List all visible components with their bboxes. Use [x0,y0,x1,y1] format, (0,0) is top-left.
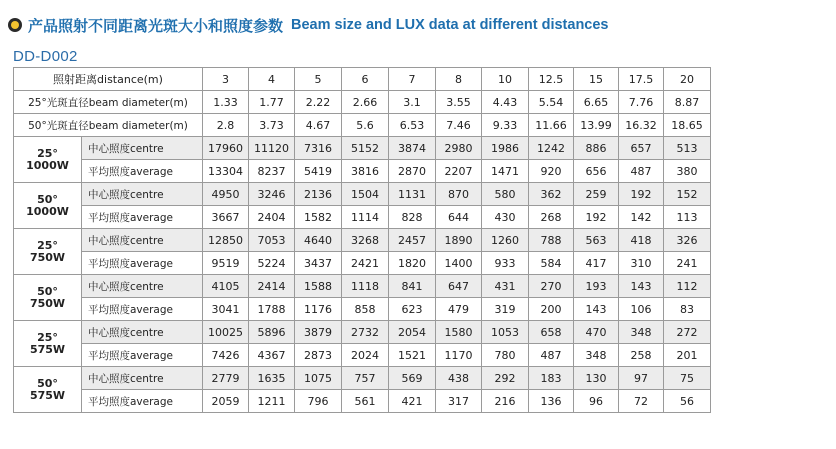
yellow-dot-icon [8,18,22,32]
beam-angle-label: 50° [37,376,58,390]
centre-lux-value: 1242 [529,137,574,160]
average-lux-value: 623 [389,298,436,321]
power-label: 750W [29,250,66,264]
centre-lux-value: 183 [529,367,574,390]
distance-header-label: 照射距离distance(m) [14,68,203,91]
average-lux-value: 933 [482,252,529,275]
average-lux-value: 201 [664,344,711,367]
table-row [14,367,711,390]
average-lux-value: 96 [574,390,619,413]
table-row [14,298,711,321]
average-lux-value: 142 [619,206,664,229]
average-lux-value: 380 [664,160,711,183]
beam-angle-label: 50° [37,192,58,206]
table-header-row [14,68,711,91]
average-lux-value: 319 [482,298,529,321]
average-lux-value: 1170 [436,344,482,367]
centre-lux-label: 中心照度centre [82,275,203,298]
config-label [14,321,82,367]
average-lux-label: 平均照度average [82,344,203,367]
beam-angle-label: 25° [37,146,58,160]
beam-diameter-value: 6.65 [574,91,619,114]
table-row [14,390,711,413]
average-lux-value: 1582 [295,206,342,229]
config-label [14,367,82,413]
average-lux-value: 3041 [203,298,249,321]
table-row [14,321,711,344]
table-row [14,137,711,160]
beam-diameter-value: 4.67 [295,114,342,137]
average-lux-value: 858 [342,298,389,321]
distance-header-cell: 4 [249,68,295,91]
power-label: 750W [29,296,66,310]
beam-diameter-value: 3.1 [389,91,436,114]
beam-diameter-label: 25°光斑直径beam diameter(m) [14,91,203,114]
beam-diameter-value: 1.33 [203,91,249,114]
centre-lux-value: 657 [619,137,664,160]
centre-lux-value: 2414 [249,275,295,298]
centre-lux-value: 1986 [482,137,529,160]
beam-diameter-value: 13.99 [574,114,619,137]
average-lux-value: 3437 [295,252,342,275]
centre-lux-value: 4950 [203,183,249,206]
average-lux-value: 2404 [249,206,295,229]
centre-lux-value: 841 [389,275,436,298]
average-lux-value: 1176 [295,298,342,321]
centre-lux-value: 1635 [249,367,295,390]
centre-lux-value: 580 [482,183,529,206]
average-lux-value: 828 [389,206,436,229]
average-lux-value: 192 [574,206,619,229]
average-lux-value: 780 [482,344,529,367]
centre-lux-value: 7053 [249,229,295,252]
beam-diameter-value: 5.54 [529,91,574,114]
beam-angle-label: 25° [37,238,58,252]
centre-lux-value: 563 [574,229,619,252]
centre-lux-value: 3268 [342,229,389,252]
centre-lux-value: 192 [619,183,664,206]
centre-lux-value: 4105 [203,275,249,298]
table-row [14,252,711,275]
beam-diameter-value: 7.76 [619,91,664,114]
average-lux-value: 1211 [249,390,295,413]
beam-diameter-value: 4.43 [482,91,529,114]
centre-lux-value: 362 [529,183,574,206]
centre-lux-value: 2779 [203,367,249,390]
distance-header-cell: 20 [664,68,711,91]
beam-diameter-value: 3.55 [436,91,482,114]
centre-lux-value: 757 [342,367,389,390]
average-lux-value: 479 [436,298,482,321]
centre-lux-value: 870 [436,183,482,206]
beam-diameter-value: 2.8 [203,114,249,137]
average-lux-value: 417 [574,252,619,275]
centre-lux-value: 270 [529,275,574,298]
average-lux-value: 1114 [342,206,389,229]
distance-header-cell: 5 [295,68,342,91]
centre-lux-value: 470 [574,321,619,344]
average-lux-value: 7426 [203,344,249,367]
centre-lux-value: 17960 [203,137,249,160]
average-lux-value: 13304 [203,160,249,183]
centre-lux-value: 10025 [203,321,249,344]
beam-diameter-value: 2.22 [295,91,342,114]
centre-lux-value: 1053 [482,321,529,344]
beam-lux-table [13,67,711,413]
beam-diameter-value: 2.66 [342,91,389,114]
table-row [14,114,711,137]
centre-lux-label: 中心照度centre [82,367,203,390]
centre-lux-value: 152 [664,183,711,206]
average-lux-value: 216 [482,390,529,413]
average-lux-label: 平均照度average [82,206,203,229]
centre-lux-value: 1504 [342,183,389,206]
centre-lux-value: 1075 [295,367,342,390]
model-number: DD-D002 [13,48,78,65]
centre-lux-value: 75 [664,367,711,390]
average-lux-value: 2024 [342,344,389,367]
centre-lux-value: 12850 [203,229,249,252]
distance-header-cell: 6 [342,68,389,91]
power-label: 575W [29,342,66,356]
distance-header-cell: 17.5 [619,68,664,91]
centre-lux-value: 1890 [436,229,482,252]
beam-angle-label: 25° [37,330,58,344]
centre-lux-value: 513 [664,137,711,160]
average-lux-value: 317 [436,390,482,413]
average-lux-value: 2059 [203,390,249,413]
beam-diameter-value: 11.66 [529,114,574,137]
centre-lux-value: 11120 [249,137,295,160]
beam-diameter-value: 3.73 [249,114,295,137]
beam-diameter-value: 6.53 [389,114,436,137]
table-row [14,275,711,298]
centre-lux-value: 5152 [342,137,389,160]
centre-lux-value: 2732 [342,321,389,344]
beam-diameter-value: 5.6 [342,114,389,137]
average-lux-value: 1400 [436,252,482,275]
average-lux-value: 241 [664,252,711,275]
centre-lux-value: 647 [436,275,482,298]
centre-lux-value: 418 [619,229,664,252]
average-lux-value: 143 [574,298,619,321]
average-lux-value: 310 [619,252,664,275]
average-lux-value: 2870 [389,160,436,183]
centre-lux-value: 272 [664,321,711,344]
centre-lux-value: 130 [574,367,619,390]
centre-lux-value: 886 [574,137,619,160]
average-lux-value: 2873 [295,344,342,367]
beam-diameter-label: 50°光斑直径beam diameter(m) [14,114,203,137]
average-lux-label: 平均照度average [82,252,203,275]
centre-lux-value: 438 [436,367,482,390]
average-lux-label: 平均照度average [82,298,203,321]
average-lux-value: 2421 [342,252,389,275]
average-lux-value: 656 [574,160,619,183]
centre-lux-value: 569 [389,367,436,390]
centre-lux-label: 中心照度centre [82,229,203,252]
section-header [8,14,609,36]
average-lux-value: 136 [529,390,574,413]
average-lux-value: 113 [664,206,711,229]
centre-lux-value: 143 [619,275,664,298]
config-label [14,137,82,183]
config-label [14,275,82,321]
average-lux-value: 268 [529,206,574,229]
config-label [14,229,82,275]
centre-lux-value: 1580 [436,321,482,344]
centre-lux-value: 1131 [389,183,436,206]
beam-angle-label: 50° [37,284,58,298]
beam-diameter-value: 8.87 [664,91,711,114]
beam-diameter-value: 16.32 [619,114,664,137]
distance-header-cell: 3 [203,68,249,91]
centre-lux-value: 292 [482,367,529,390]
average-lux-value: 1788 [249,298,295,321]
average-lux-value: 561 [342,390,389,413]
centre-lux-value: 348 [619,321,664,344]
centre-lux-value: 788 [529,229,574,252]
centre-lux-value: 97 [619,367,664,390]
centre-lux-value: 4640 [295,229,342,252]
table-row [14,91,711,114]
distance-header-cell: 7 [389,68,436,91]
average-lux-value: 1521 [389,344,436,367]
table-row [14,206,711,229]
centre-lux-value: 1588 [295,275,342,298]
centre-lux-label: 中心照度centre [82,137,203,160]
centre-lux-value: 112 [664,275,711,298]
centre-lux-value: 3874 [389,137,436,160]
distance-header-cell: 15 [574,68,619,91]
centre-lux-value: 259 [574,183,619,206]
average-lux-value: 1820 [389,252,436,275]
beam-diameter-value: 7.46 [436,114,482,137]
average-lux-value: 8237 [249,160,295,183]
centre-lux-value: 2980 [436,137,482,160]
table-row [14,344,711,367]
centre-lux-value: 326 [664,229,711,252]
average-lux-value: 83 [664,298,711,321]
average-lux-value: 3667 [203,206,249,229]
title-chinese: 产品照射不同距离光斑大小和照度参数 [28,16,284,35]
average-lux-value: 348 [574,344,619,367]
centre-lux-label: 中心照度centre [82,183,203,206]
average-lux-value: 644 [436,206,482,229]
centre-lux-value: 2457 [389,229,436,252]
table-row [14,183,711,206]
power-label: 575W [29,388,66,402]
average-lux-label: 平均照度average [82,390,203,413]
average-lux-value: 106 [619,298,664,321]
average-lux-value: 2207 [436,160,482,183]
distance-header-cell: 8 [436,68,482,91]
centre-lux-value: 3879 [295,321,342,344]
distance-header-cell: 10 [482,68,529,91]
centre-lux-value: 5896 [249,321,295,344]
table-row [14,229,711,252]
average-lux-value: 1471 [482,160,529,183]
beam-diameter-value: 1.77 [249,91,295,114]
average-lux-value: 796 [295,390,342,413]
average-lux-value: 200 [529,298,574,321]
centre-lux-value: 1260 [482,229,529,252]
centre-lux-value: 193 [574,275,619,298]
average-lux-value: 3816 [342,160,389,183]
power-label: 1000W [26,158,69,172]
table-row [14,160,711,183]
average-lux-label: 平均照度average [82,160,203,183]
average-lux-value: 487 [619,160,664,183]
distance-header-cell: 12.5 [529,68,574,91]
average-lux-value: 258 [619,344,664,367]
title-english: Beam size and LUX data at different distances [291,17,609,33]
beam-diameter-value: 18.65 [664,114,711,137]
centre-lux-value: 2054 [389,321,436,344]
average-lux-value: 5419 [295,160,342,183]
beam-diameter-value: 9.33 [482,114,529,137]
average-lux-value: 56 [664,390,711,413]
centre-lux-value: 1118 [342,275,389,298]
average-lux-value: 421 [389,390,436,413]
average-lux-value: 584 [529,252,574,275]
average-lux-value: 9519 [203,252,249,275]
centre-lux-label: 中心照度centre [82,321,203,344]
centre-lux-value: 2136 [295,183,342,206]
average-lux-value: 72 [619,390,664,413]
average-lux-value: 920 [529,160,574,183]
average-lux-value: 430 [482,206,529,229]
average-lux-value: 4367 [249,344,295,367]
centre-lux-value: 3246 [249,183,295,206]
average-lux-value: 5224 [249,252,295,275]
centre-lux-value: 658 [529,321,574,344]
centre-lux-value: 7316 [295,137,342,160]
power-label: 1000W [26,204,69,218]
average-lux-value: 487 [529,344,574,367]
centre-lux-value: 431 [482,275,529,298]
config-label [14,183,82,229]
